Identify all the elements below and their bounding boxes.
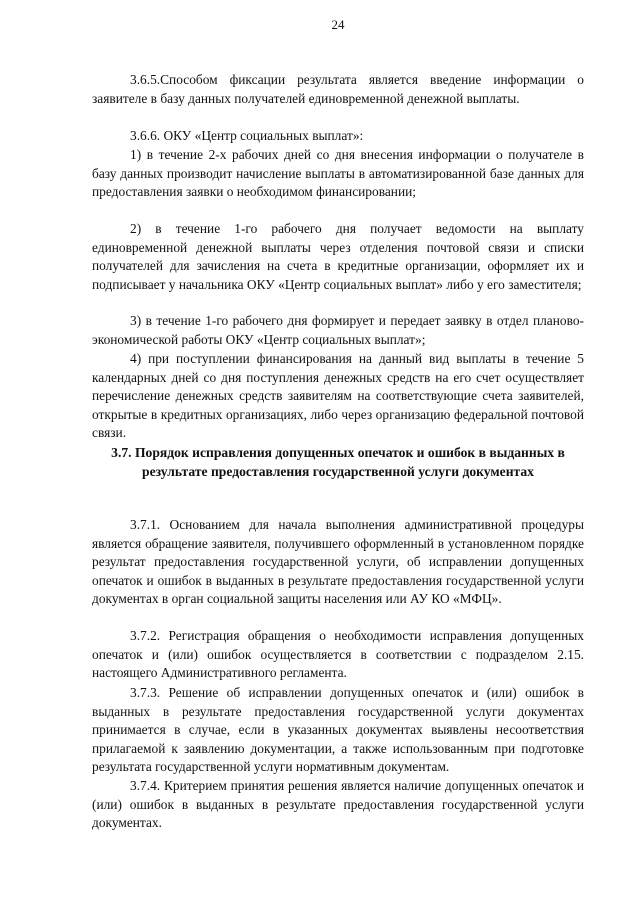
section-3-7-3 bbox=[92, 684, 584, 777]
paragraph-3-7-4: 3.7.4. Критерием принятия решения является наличие допущенных опечаток и (или) ошибок в выданных в результате предоставления государственной услуги документах. bbox=[92, 778, 584, 831]
section-3-7-1 bbox=[92, 516, 584, 609]
section-3-6-6 bbox=[92, 127, 584, 146]
section-heading: 3.7. Порядок исправления допущенных опечаток и ошибок в выданных в результате предоставления государственной услуги документах bbox=[111, 445, 565, 479]
page-number: 24 bbox=[331, 17, 345, 32]
paragraph-3-7-2: 3.7.2. Регистрация обращения о необходимости исправления допущенных опечаток и (или) ошибок осуществляется в соответствии с подразделом 2.15. настоящего Административного регламента. bbox=[92, 628, 584, 681]
section-3-6-5 bbox=[92, 71, 584, 108]
section-3-6-6-item-2 bbox=[92, 220, 584, 294]
section-3-7-4 bbox=[92, 777, 584, 833]
paragraph-3-6-6-intro: 3.6.6. ОКУ «Центр социальных выплат»: bbox=[130, 128, 364, 143]
paragraph-3-7-3: 3.7.3. Решение об исправлении допущенных опечаток и (или) ошибок в выданных в результате предоставления государственной услуги документах принимается в случае, если в указанных документах выявлены несоответствия прилагаемой к заявлению документации, а также использованным при подготовке результата государственной услуги нормативным документам. bbox=[92, 685, 584, 775]
list-item: 3) в течение 1-го рабочего дня формирует и передает заявку в отдел планово-экономической работы ОКУ «Центр социальных выплат»; bbox=[92, 313, 584, 347]
section-3-6-6-item-1 bbox=[92, 146, 584, 202]
section-3-7-heading-block bbox=[92, 444, 584, 481]
paragraph-3-7-1: 3.7.1. Основанием для начала выполнения административной процедуры является обращение заявителя, получившего оформленный в установленном порядке результат предоставления государственной услуги, об исправлении допущенных опечаток и ошибок в выданных в результате предоставления государственной услуги документах в орган социальной защиты населения или АУ КО «МФЦ». bbox=[92, 517, 584, 607]
section-3-6-6-item-4 bbox=[92, 350, 584, 443]
paragraph-3-6-5: 3.6.5.Способом фиксации результата является введение информации о заявителе в базу данных получателей единовременной денежной выплаты. bbox=[92, 72, 584, 106]
section-3-6-6-item-3 bbox=[92, 312, 584, 349]
list-item: 4) при поступлении финансирования на данный вид выплаты в течение 5 календарных дней со дня поступления денежных средств на его счет осуществляет перечисление денежных средств заявителям на соответствующие счета заявителей, открытые в кредитных организациях, либо через организацию федеральной почтовой связи. bbox=[92, 351, 584, 441]
document-page bbox=[92, 0, 584, 905]
list-item: 2) в течение 1-го рабочего дня получает ведомости на выплату единовременной денежной выплаты через отделения почтовой связи и списки получателей для зачисления на счета в кредитные организации, оформляет их и подписывает у начальника ОКУ «Центр социальных выплат» либо у его заместителя; bbox=[92, 221, 584, 292]
section-3-7-2 bbox=[92, 627, 584, 683]
list-item: 1) в течение 2-х рабочих дней со дня внесения информации о получателе в базу данных производит начисление выплаты в автоматизированной базе данных для предоставления заявки о необходимом финансировании; bbox=[92, 147, 584, 200]
